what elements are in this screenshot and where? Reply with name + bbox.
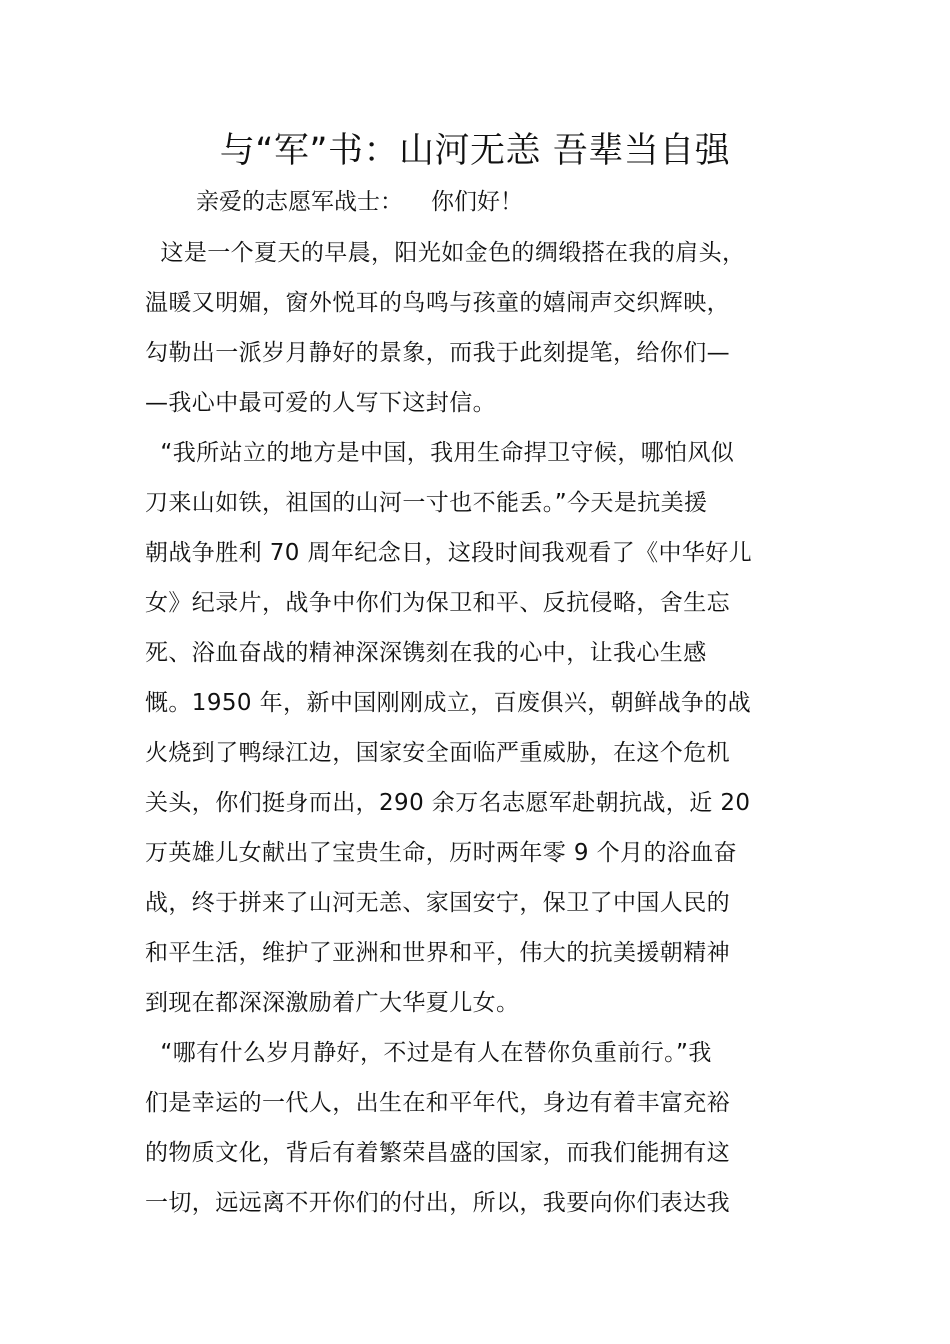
body-line: 和平生活，维护了亚洲和世界和平，伟大的抗美援朝精神 [145, 940, 730, 966]
body-line: 的物质文化，背后有着繁荣昌盛的国家，而我们能拥有这 [145, 1140, 730, 1166]
body-line: 刀来山如铁，祖国的山河一寸也不能丢。”今天是抗美援 [145, 490, 708, 516]
body-line: 关头，你们挺身而出，290 余万名志愿军赴朝抗战，近 20 [145, 790, 751, 816]
body-line: 万英雄儿女献出了宝贵生命，历时两年零 9 个月的浴血奋 [145, 840, 738, 866]
body-line: 一切，远远离不开你们的付出，所以，我要向你们表达我 [145, 1190, 730, 1216]
page-title: 与“军”书：山河无恙 吾辈当自强 [219, 131, 731, 171]
body-line: “我所站立的地方是中国，我用生命捍卫守候，哪怕风似 [145, 440, 735, 466]
salutation: 亲爱的志愿军战士： [196, 189, 403, 215]
body-line: “哪有什么岁月静好，不过是有人在替你负重前行。”我 [145, 1040, 712, 1066]
body-line: 战，终于拼来了山河无恙、家国安宁，保卫了中国人民的 [145, 890, 730, 916]
greeting-hello: 你们好！ [431, 189, 523, 215]
body-line: 女》纪录片，战争中你们为保卫和平、反抗侵略，舍生忘 [145, 590, 730, 616]
body-line: 们是幸运的一代人，出生在和平年代，身边有着丰富充裕 [145, 1090, 730, 1116]
body-line: 这是一个夏天的早晨，阳光如金色的绸缎搭在我的肩头， [145, 240, 746, 266]
body-line: 朝战争胜利 70 周年纪念日，这段时间我观看了《中华好儿 [145, 540, 753, 566]
body-line: 勾勒出一派岁月静好的景象，而我于此刻提笔，给你们— [145, 340, 730, 366]
body-line: 死、浴血奋战的精神深深镌刻在我的心中，让我心生感 [145, 640, 707, 666]
body-line: —我心中最可爱的人写下这封信。 [145, 390, 496, 416]
body-line: 火烧到了鸭绿江边，国家安全面临严重威胁，在这个危机 [145, 740, 730, 766]
body-line: 慨。1950 年，新中国刚刚成立，百废俱兴，朝鲜战争的战 [145, 690, 752, 716]
letter-salutation-line [196, 182, 523, 222]
body-line: 到现在都深深激励着广大华夏儿女。 [145, 990, 520, 1016]
body-line: 温暖又明媚，窗外悦耳的鸟鸣与孩童的嬉闹声交织辉映， [145, 290, 730, 316]
